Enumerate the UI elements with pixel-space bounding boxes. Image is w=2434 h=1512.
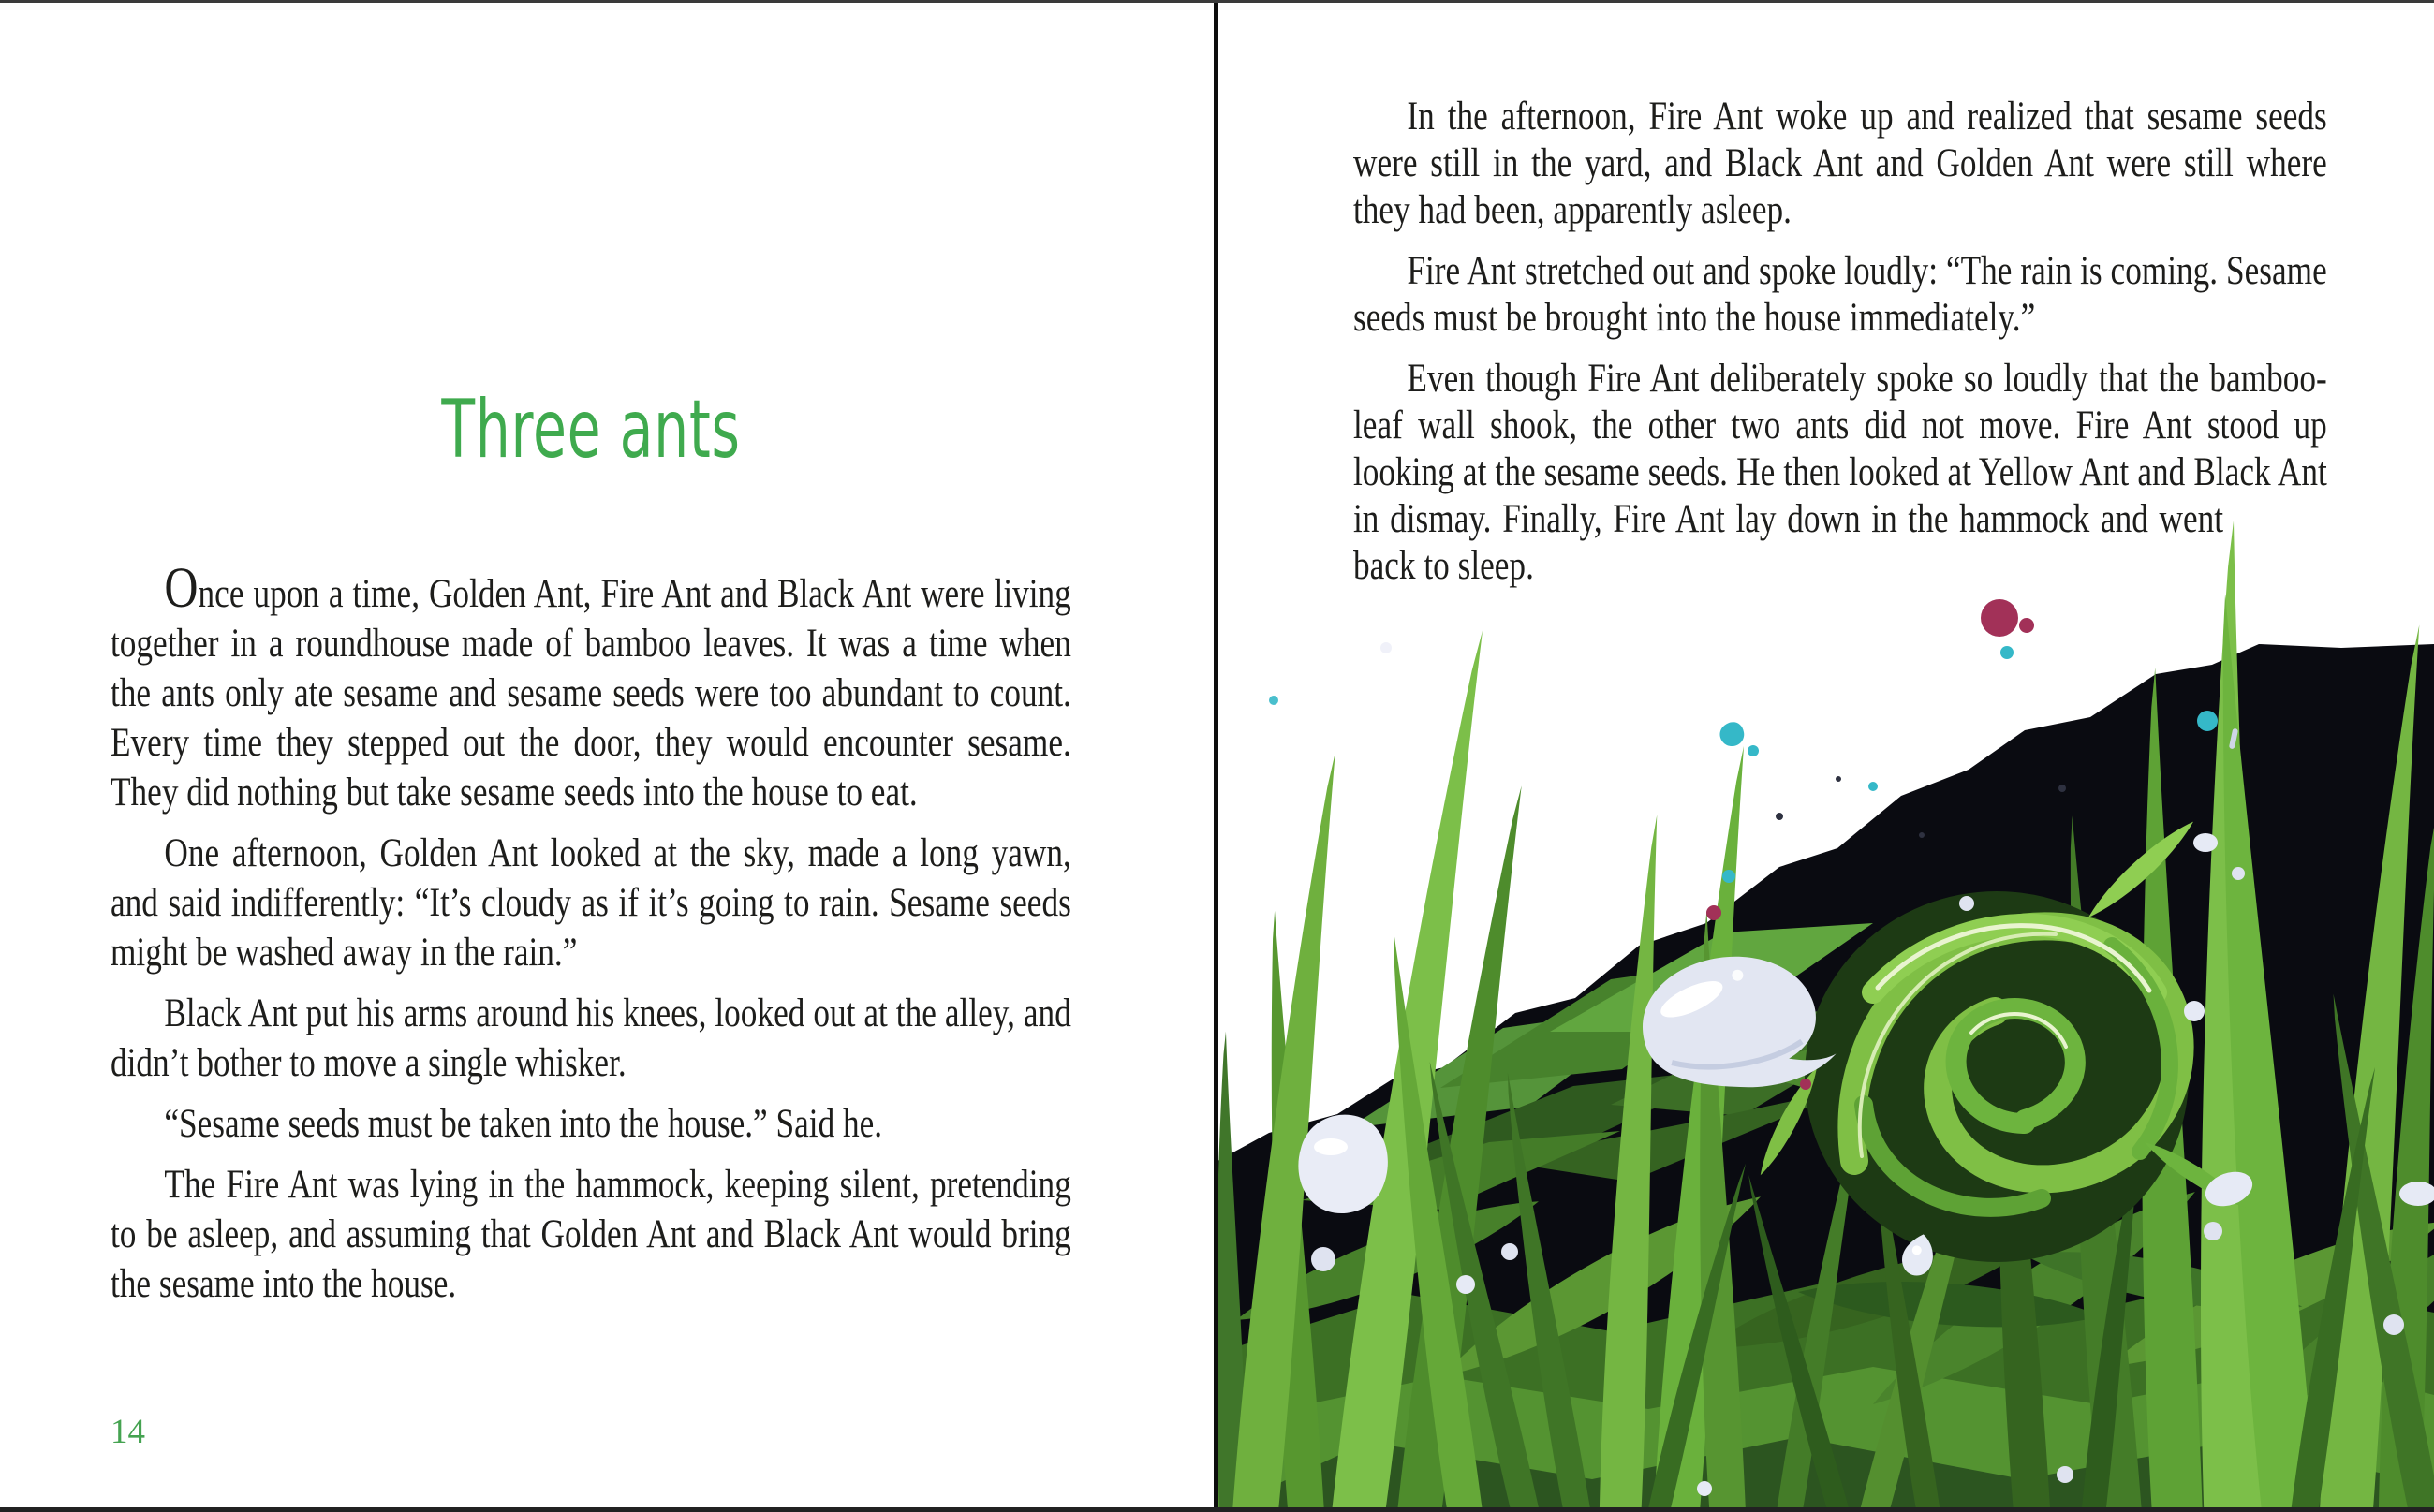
story-title: Three ants [441,383,741,477]
page-number: 14 [111,1413,145,1451]
story-paragraph: “Sesame seeds must be taken into the house.” Said he. [164,1102,883,1146]
story-paragraph: In the afternoon, Fire Ant woke up and realized that sesame seeds were still in the yard, and Black Ant and Golden Ant were still where they had been, apparently asleep. [1353,95,2327,232]
scan-bottom-border [0,1507,2434,1512]
story-paragraph: Black Ant put his arms around his knees, looked out at the alley, and didn’t bother to move a single whisker. [111,991,1071,1085]
right-page-text [1353,94,2327,604]
story-paragraph: The Fire Ant was lying in the hammock, keeping silent, pretending to be asleep, and assuming that Golden Ant and Black Ant would bring the sesame into the house. [111,1163,1071,1306]
story-paragraph: Even though Fire Ant deliberately spoke so loudly that the bamboo-leaf wall shook, the other two ants did not move. Fire Ant stood up looking at the sesame seeds. He then looked at Yellow Ant and Black Ant in dismay. Finally, Fire Ant lay down in the hammock and went back to sleep. [1353,357,2327,588]
left-page-text [111,557,1071,1320]
story-paragraph: One afternoon, Golden Ant looked at the sky, made a long yawn, and said indifferently: “It’s cloudy as if it’s going to rain. Sesame seeds might be washed away in the rain.” [111,831,1071,975]
page-gutter-divider [1214,0,1218,1512]
grass-dew-illustration [1217,506,2434,1512]
story-paragraph: Fire Ant stretched out and spoke loudly: “The rain is coming. Sesame seeds must be brought into the house immediately.” [1353,249,2327,340]
dew-drop [1298,1115,1387,1213]
story-paragraph: Once upon a time, Golden Ant, Fire Ant and Black Ant were living together in a roundhouse made of bamboo leaves. It was a time when the ants only ate sesame and sesame seeds were too abundant to count. Every time they stepped out the door, they would encounter sesame. They did nothing but take sesame seeds into the house to eat. [111,557,1071,815]
scan-top-border [0,0,2434,3]
